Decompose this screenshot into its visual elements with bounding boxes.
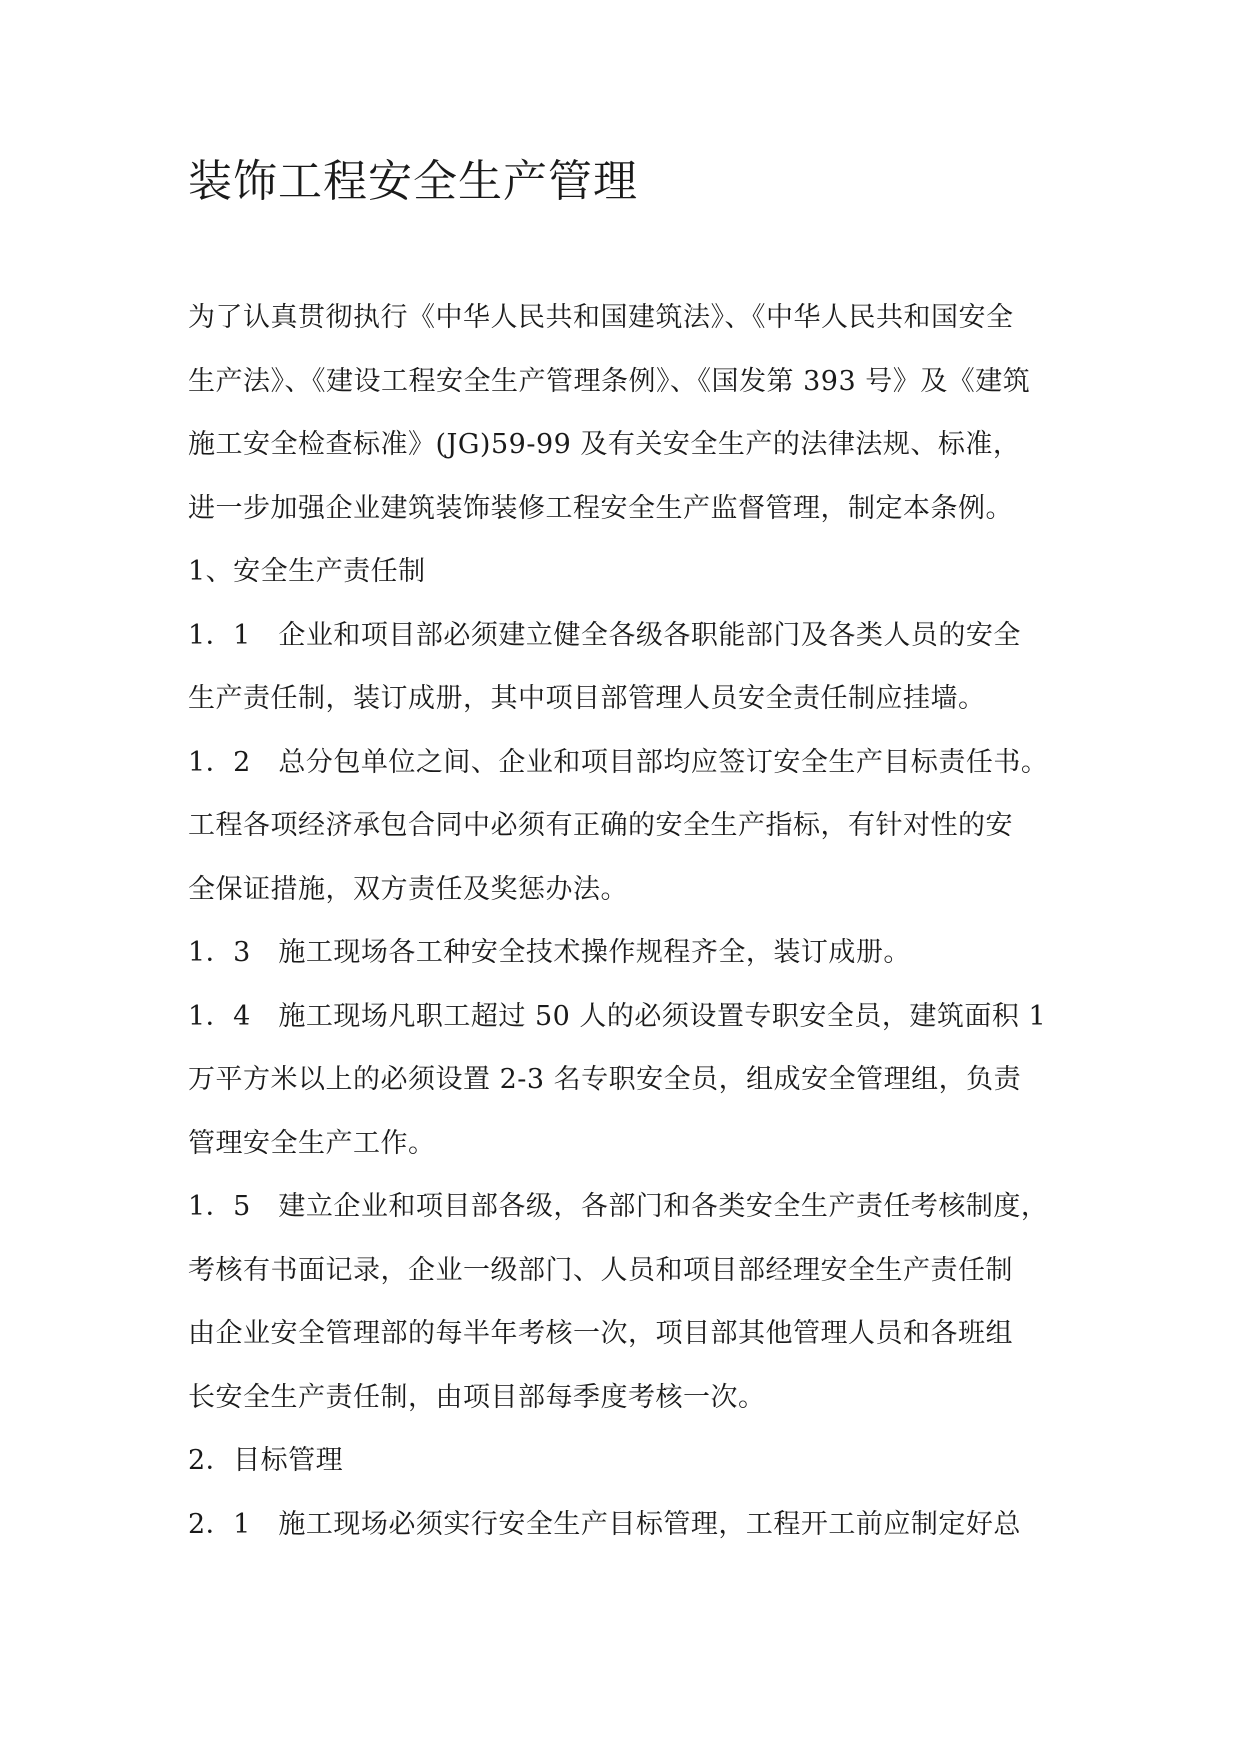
body-line: 全保证措施，双方责任及奖惩办法。 <box>188 873 628 905</box>
body-line: 工程各项经济承包合同中必须有正确的安全生产指标，有针对性的安 <box>188 810 1013 841</box>
clause-line: 1．5 建立企业和项目部各级，各部门和各类安全生产责任考核制度， <box>188 1191 1049 1222</box>
body-line: 为了认真贯彻执行《中华人民共和国建筑法》、《中华人民共和国安全 <box>188 302 1014 333</box>
clause-line: 1．4 施工现场凡职工超过 50 人的必须设置专职安全员，建筑面积 1 <box>188 1000 1047 1032</box>
body-line: 万平方米以上的必须设置 2-3 名专职安全员，组成安全管理组，负责 <box>188 1064 1022 1095</box>
section-heading: 2．目标管理 <box>188 1445 344 1476</box>
clause-line: 2．1 施工现场必须实行安全生产目标管理，工程开工前应制定好总 <box>188 1508 1021 1540</box>
body-line: 长安全生产责任制，由项目部每季度考核一次。 <box>188 1381 766 1413</box>
document-title: 装饰工程安全生产管理 <box>188 156 638 207</box>
body-line: 生产法》、《建设工程安全生产管理条例》、《国发第 393 号》及《建筑 <box>188 365 1031 397</box>
body-line: 管理安全生产工作。 <box>188 1127 436 1159</box>
clause-line: 1．1 企业和项目部必须建立健全各级各职能部门及各类人员的安全 <box>188 619 1021 651</box>
body-line: 生产责任制，装订成册，其中项目部管理人员安全责任制应挂墙。 <box>188 683 986 714</box>
body-line: 进一步加强企业建筑装饰装修工程安全生产监督管理，制定本条例。 <box>188 492 1013 524</box>
clause-line: 1．3 施工现场各工种安全技术操作规程齐全，装订成册。 <box>188 937 911 968</box>
body-line: 考核有书面记录，企业一级部门、人员和项目部经理安全生产责任制 <box>188 1254 1013 1286</box>
section-heading: 1、安全生产责任制 <box>188 556 426 587</box>
clause-line: 1．2 总分包单位之间、企业和项目部均应签订安全生产目标责任书。 <box>188 746 1049 778</box>
document-body <box>188 286 1088 1556</box>
body-line: 由企业安全管理部的每半年考核一次，项目部其他管理人员和各班组 <box>188 1318 1013 1349</box>
body-line: 施工安全检查标准》(JG)59-99 及有关安全生产的法律法规、标准， <box>188 429 1021 460</box>
